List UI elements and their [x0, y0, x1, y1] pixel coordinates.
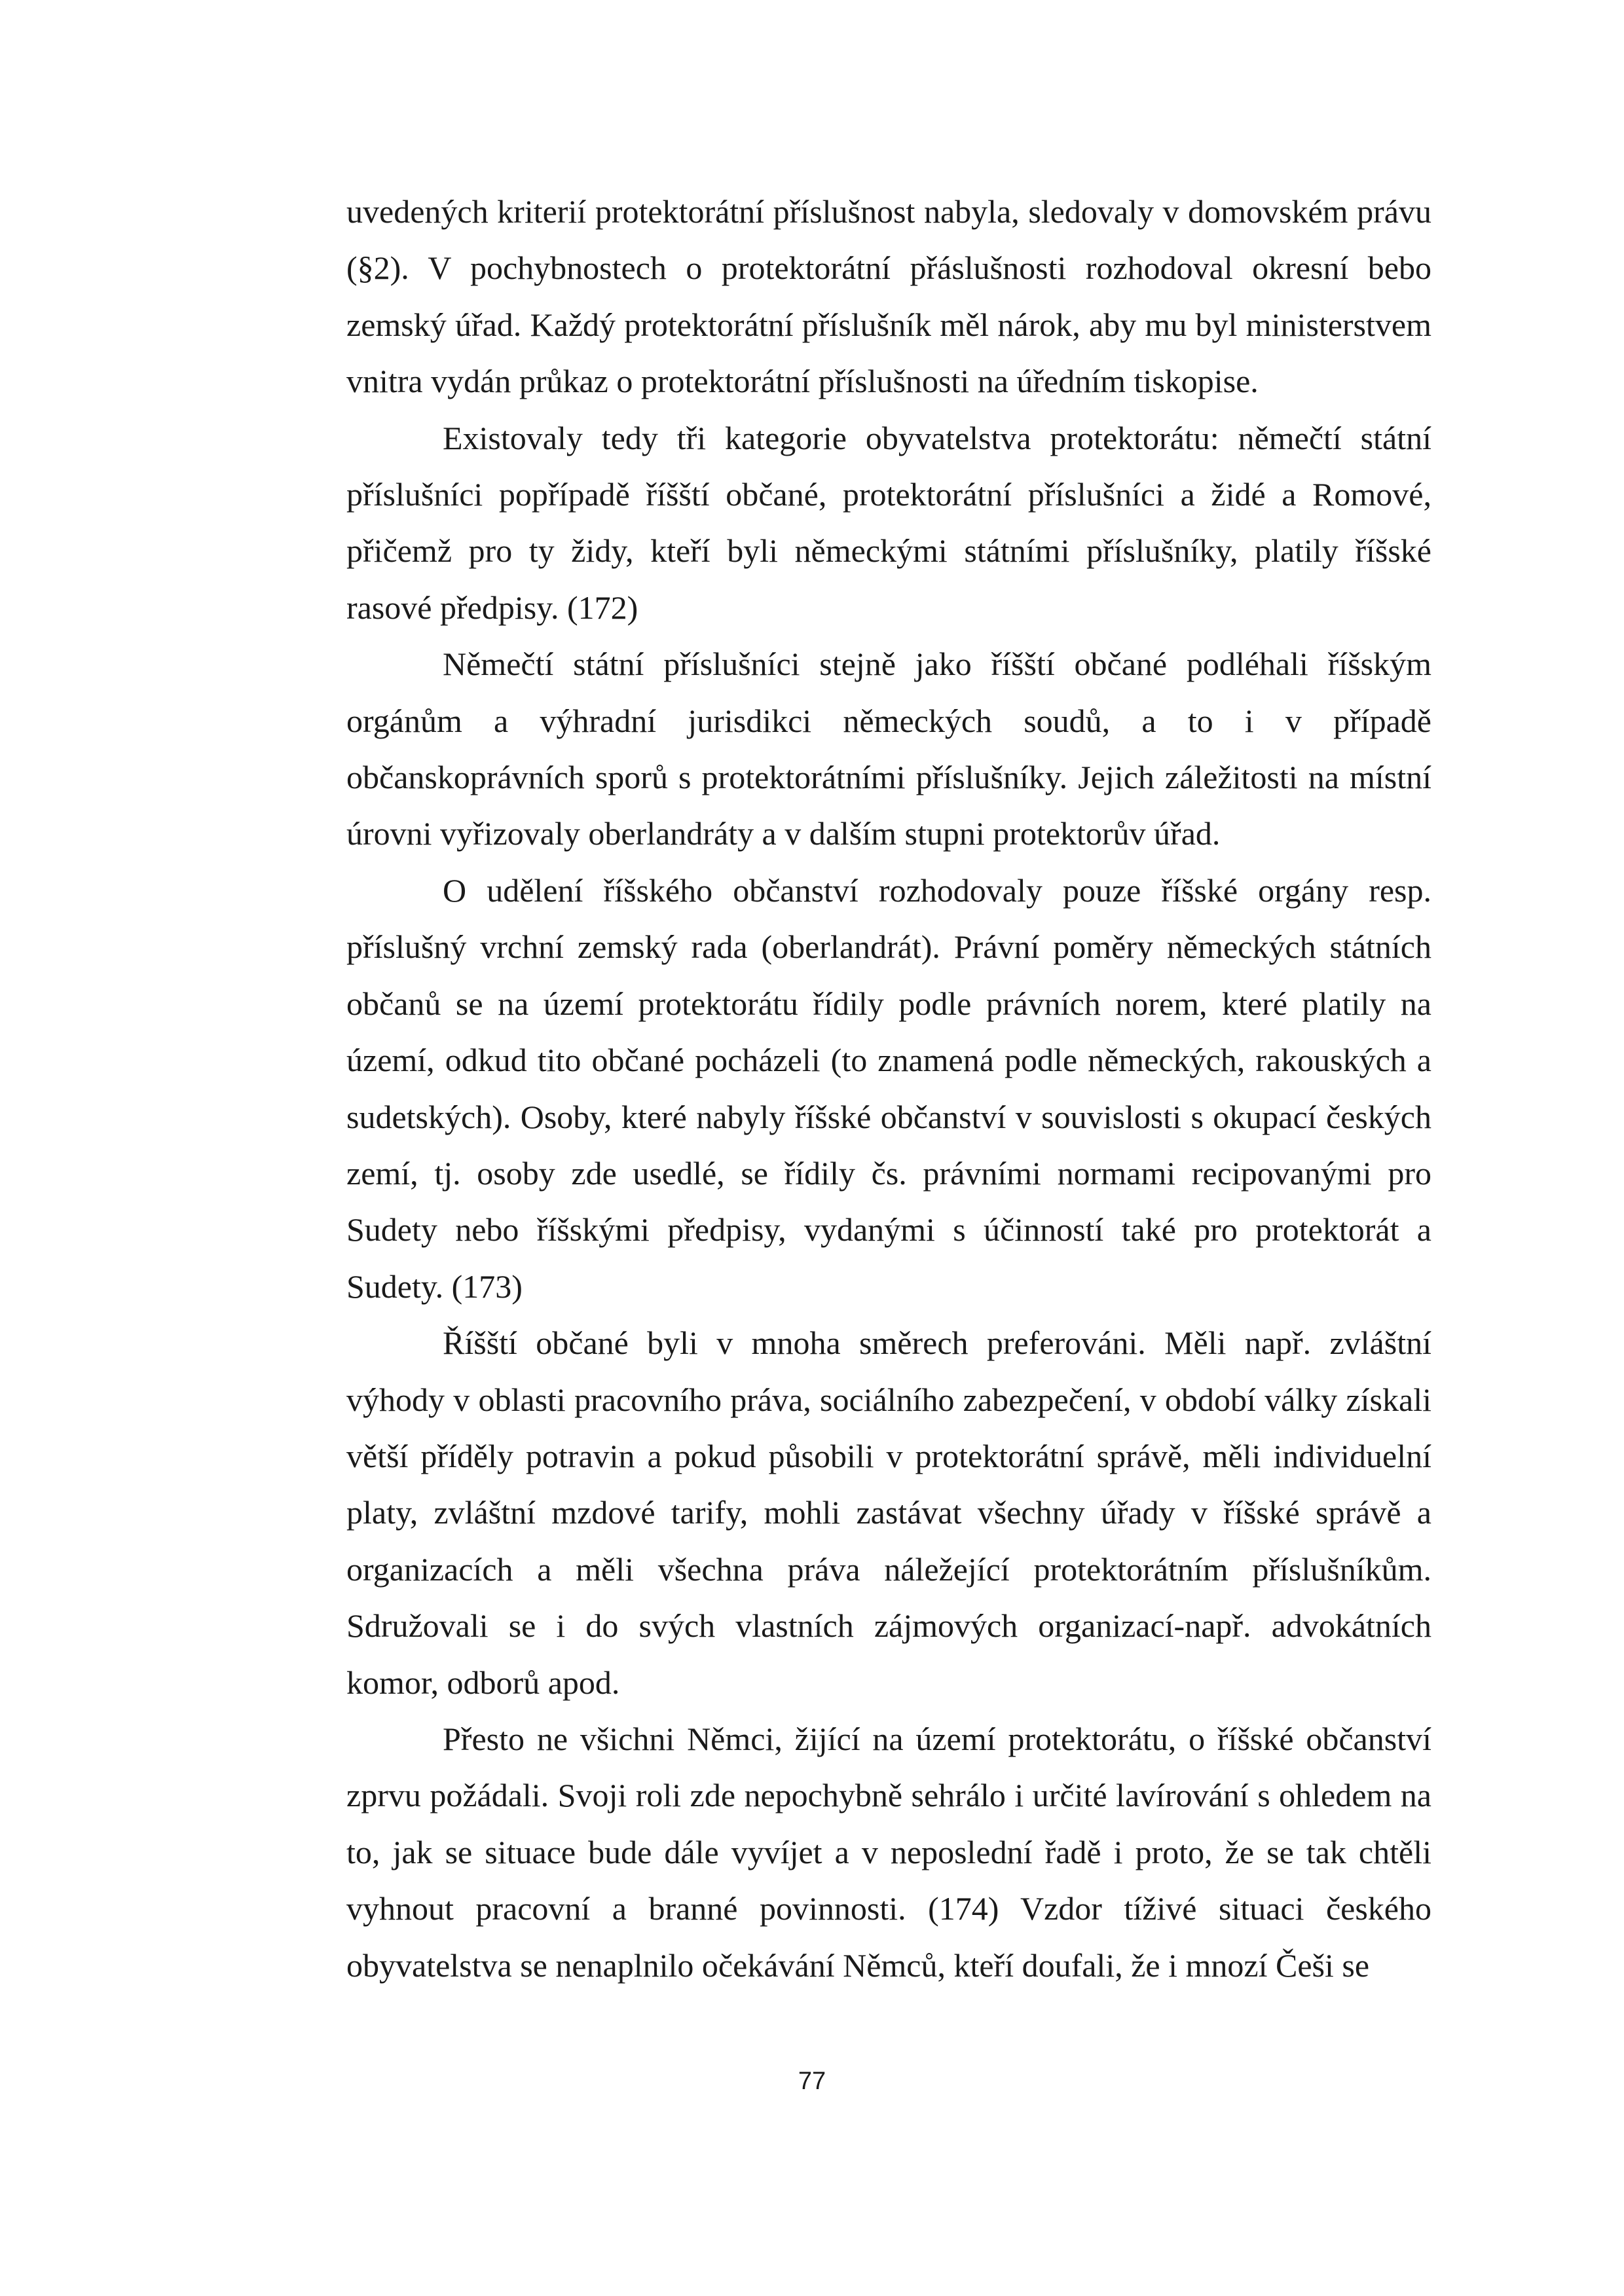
paragraph-4: O udělení říšského občanství rozhodovaly pouze říšské orgány resp. příslušný vrchní zemský rada (oberlandrát). Právní poměry německých státních občanů se na území protektorátu řídily podle právních norem, které platily na území, odkud tito občané pocházeli (to znamená podle německých, rakouských a sudetských). Osoby, které nabyly říšské občanství v souvislosti s okupací českých zemí, tj. osoby zde usedlé, se řídily čs. právními normami recipovanými pro Sudety nebo říšskými předpisy, vydanými s účinností také pro protektorát a Sudety. (173) — [346, 871, 1431, 1305]
paragraph-1: uvedených kriterií protektorátní příslušnost nabyla, sledovaly v domovském právu (§2). V pochybnostech o protektorátní přáslušnosti rozhodoval okresní bebo zemský úřad. Každý protektorátní příslušník měl nárok, aby mu byl ministerstvem vnitra vydán průkaz o protektorátní příslušnosti na úředním tiskopise. — [346, 193, 1431, 400]
page-number: 77 — [798, 2068, 826, 2095]
paragraph-6: Přesto ne všichni Němci, žijící na území protektorátu, o říšské občanství zprvu požádali. Svoji roli zde nepochybně sehrálo i určité lavírování s ohledem na to, jak se situace bude dále vyvíjet a v neposlední řadě i proto, že se tak chtěli vyhnout pracovní a branné povinnosti. (174) Vzdor tíživé situaci českého obyvatelstva se nenaplnilo očekávání Němců, kteří doufali, že i mnozí Češi se — [346, 1720, 1431, 1984]
paragraph-3: Němečtí státní příslušníci stejně jako říšští občané podléhali říšským orgánům a výhradní jurisdikci německých soudů, a to i v případě občanskoprávních sporů s protektorátními příslušníky. Jejich záležitosti na místní úrovni vyřizovaly oberlandráty a v dalším stupni protektorův úřad. — [346, 646, 1431, 852]
paragraph-2: Existovaly tedy tři kategorie obyvatelstva protektorátu: němečtí státní příslušníci popřípadě říšští občané, protektorátní příslušníci a židé a Romové, přičemž pro ty židy, kteří byli německými státními příslušníky, platily říšské rasové předpisy. (172) — [346, 419, 1431, 626]
body-text — [346, 183, 1431, 1994]
paragraph-5: Říšští občané byli v mnoha směrech preferováni. Měli např. zvláštní výhody v oblasti pracovního práva, sociálního zabezpečení, v období války získali větší příděly potravin a pokud působili v protektorátní správě, měli individuelní platy, zvláštní mzdové tarify, mohli zastávat všechny úřady v říšské správě a organizacích a měli všechna práva náležející protektorátním příslušníkům. Sdružovali se i do svých vlastních zájmových organizací-např. advokátních komor, odborů apod. — [346, 1324, 1431, 1701]
